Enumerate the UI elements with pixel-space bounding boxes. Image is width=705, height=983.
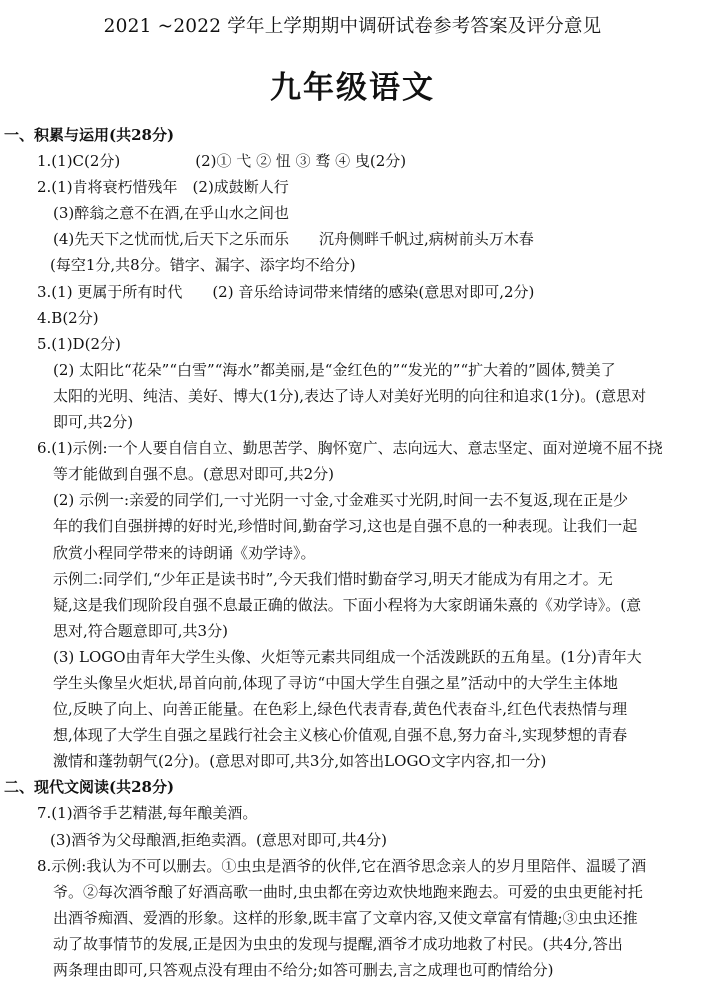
answer-line: 年的我们自强拼搏的好时光,珍惜时间,勤奋学习,这也是自强不息的一种表现。让我们一起 xyxy=(53,517,638,536)
section-heading-2: 二、现代文阅读(共28分) xyxy=(4,778,175,797)
answer-line: 两条理由即可,只答观点没有理由不给分;如答可删去,言之成理也可酌情给分) xyxy=(53,961,554,979)
answer-line: 即可,共2分) xyxy=(53,413,134,432)
answer-line: (4)先天下之忧而忧,后天下之乐而乐 沉舟侧畔千帆过,病树前头万木春 xyxy=(53,230,534,249)
answer-line: 2.(1)肯将衰朽惜残年 (2)成鼓断人行 xyxy=(37,178,289,197)
answer-line: 思对,符合题意即可,共3分) xyxy=(53,621,228,640)
answer-line: (3)醉翁之意不在酒,在乎山水之间也 xyxy=(53,204,290,223)
answer-line: 爷。②每次酒爷酿了好酒高歌一曲时,虫虫都在旁边欢快地跑来跑去。可爱的虫虫更能衬托 xyxy=(53,882,643,901)
answer-line: 动了故事情节的发展,正是因为虫虫的发现与提醒,酒爷才成功地救了村民。(共4分,答出 xyxy=(53,934,623,953)
answer-line: (2) 示例一:亲爱的同学们,一寸光阴一寸金,寸金难买寸光阴,时间一去不复返,现在正是少 xyxy=(53,491,629,510)
answer-line: 太阳的光明、纯洁、美好、博大(1分),表达了诗人对美好光明的向往和追求(1分)。(意思对 xyxy=(53,386,647,405)
answer-content xyxy=(0,122,705,983)
answer-line: 5.(1)D(2分) xyxy=(37,334,121,353)
answer-line: 疑,这是我们现阶段自强不息最正确的做法。下面小程将为大家朗诵朱熹的《劝学诗》。(意 xyxy=(53,595,642,614)
answer-line: (3) LOGO由青年大学生头像、火炬等元素共同组成一个活泼跳跃的五角星。(1分)青年大 xyxy=(53,647,642,666)
scoring-note: (每空1分,共8分。错字、漏字、添字均不给分) xyxy=(50,256,356,275)
answer-line: 位,反映了向上、向善正能量。在色彩上,绿色代表青春,黄色代表奋斗,红色代表热情与理 xyxy=(53,700,628,719)
page-title: 九年级语文 xyxy=(270,70,435,106)
document-header: 2021 ~2022 学年上学期期中调研试卷参考答案及评分意见 xyxy=(103,16,602,37)
answer-line: 出酒爷痴酒、爱酒的形象。这样的形象,既丰富了文章内容,又使文章富有情趣;③虫虫还推 xyxy=(53,908,638,927)
answer-line: 1.(1)C(2分) (2)① 弋 ② 忸 ③ 骛 ④ 曳(2分) xyxy=(37,152,407,171)
answer-line: 3.(1) 更属于所有时代 (2) 音乐给诗词带来情绪的感染(意思对即可,2分) xyxy=(37,282,535,301)
answer-line: 6.(1)示例:一个人要自信自立、勤思苦学、胸怀宽广、志向远大、意志坚定、面对逆境不屈不挠 xyxy=(37,439,663,458)
section-heading-1: 一、积累与运用(共28分) xyxy=(4,126,175,144)
answer-line: 4.B(2分) xyxy=(37,308,99,327)
answer-line: (3)酒爷为父母酿酒,拒绝卖酒。(意思对即可,共4分) xyxy=(50,830,388,849)
answer-line: (2) 太阳比“花朵”“白雪”“海水”都美丽,是“金红色的”“发光的”“扩大着的”圆体,赞美了 xyxy=(53,360,616,379)
answer-line: 等才能做到自强不息。(意思对即可,共2分) xyxy=(53,465,335,484)
answer-line: 想,体现了大学生自强之星践行社会主义核心价值观,自强不息,努力奋斗,实现梦想的青春 xyxy=(53,726,628,745)
answer-line: 学生头像呈火炬状,昂首向前,体现了寻访“中国大学生自强之星”活动中的大学生主体地 xyxy=(53,673,618,692)
answer-line: 7.(1)酒爷手艺精湛,每年酿美酒。 xyxy=(37,804,258,823)
answer-line: 欣赏小程同学带来的诗朗诵《劝学诗》。 xyxy=(53,543,316,562)
answer-line: 激情和蓬勃朝气(2分)。(意思对即可,共3分,如答出LOGO文字内容,扣一分) xyxy=(53,752,547,771)
answer-line: 8.示例:我认为不可以删去。①虫虫是酒爷的伙伴,它在酒爷思念亲人的岁月里陪伴、温暖了酒 xyxy=(37,856,647,875)
answer-line: 示例二:同学们,“少年正是读书时”,今天我们惜时勤奋学习,明天才能成为有用之才。无 xyxy=(53,569,613,588)
